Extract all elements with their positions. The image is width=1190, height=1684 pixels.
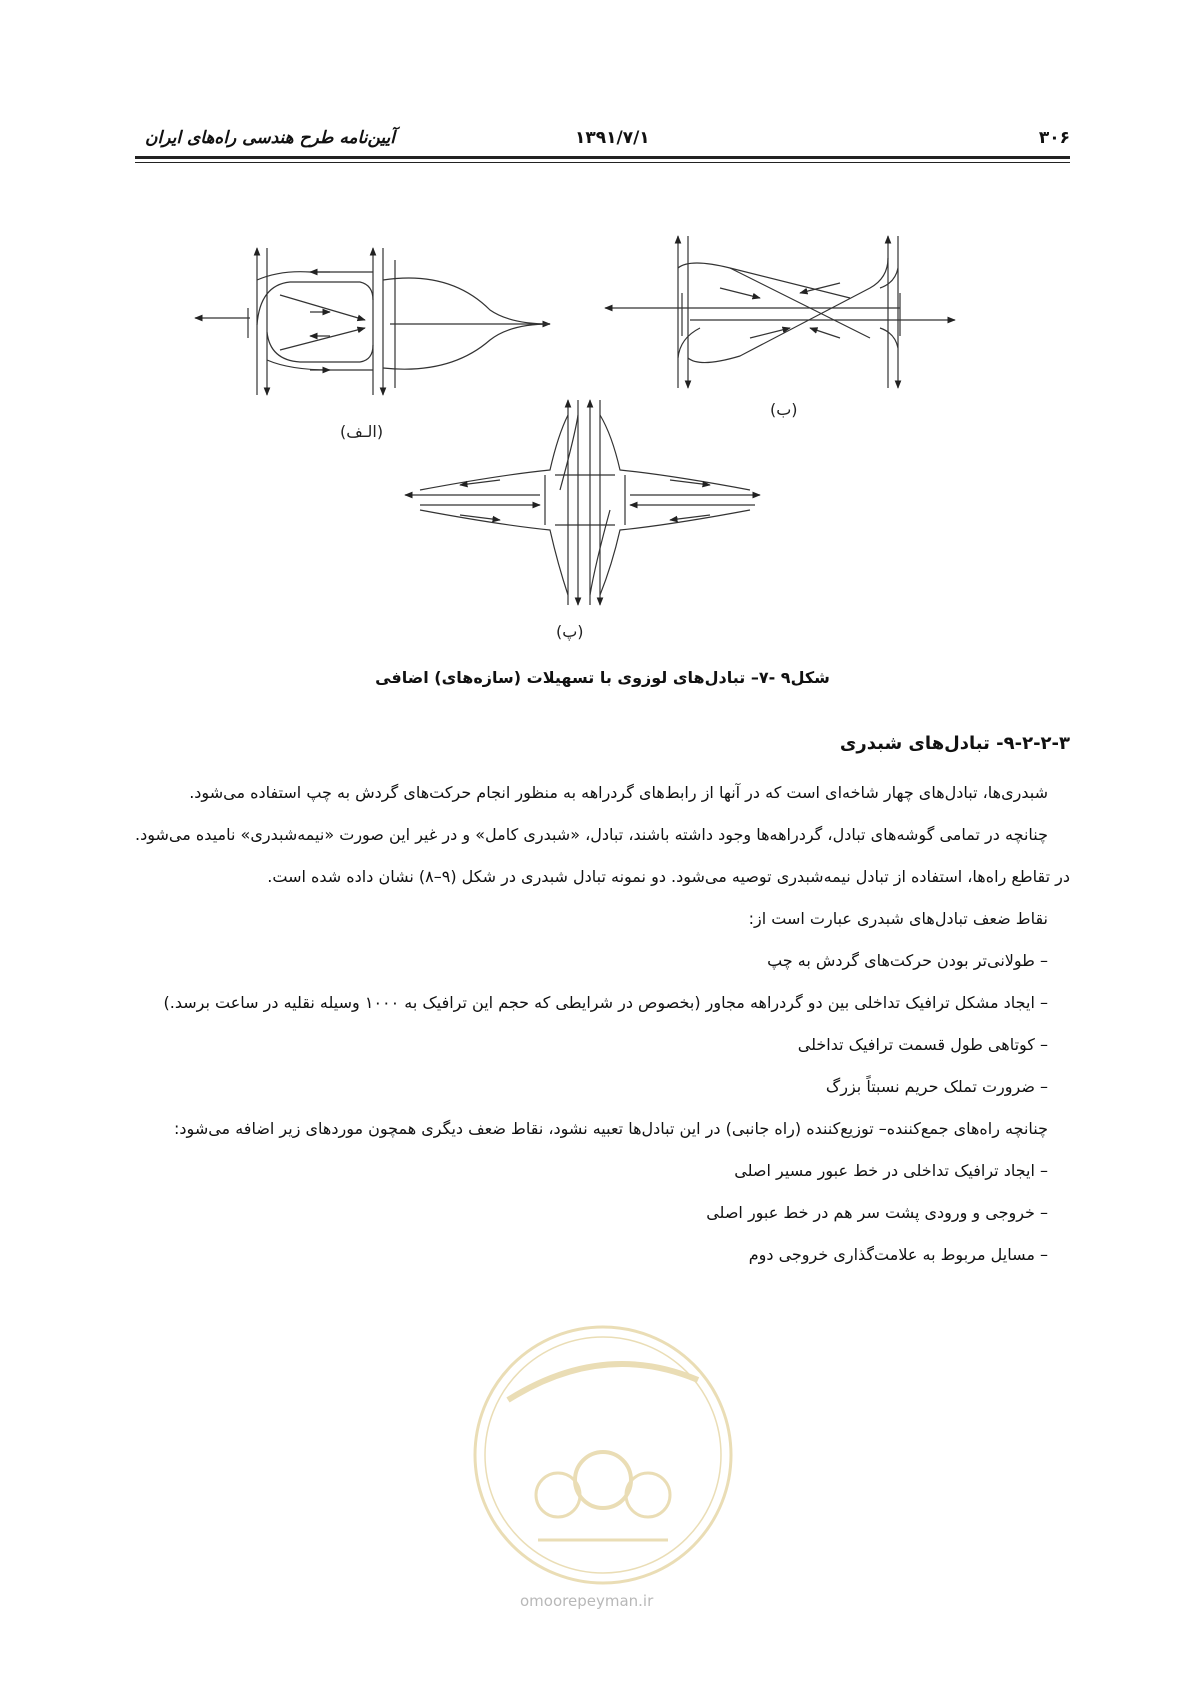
page-number: ۳۰۶ — [1038, 128, 1070, 148]
bullet-1: – طولانی‌تر بودن حرکت‌های گردش به چپ — [767, 951, 1048, 970]
header-rule-thick — [135, 156, 1070, 159]
bullet-4: – ضرورت تملک حریم نسبتاً بزرگ — [825, 1077, 1048, 1096]
bullet-3: – کوتاهی طول قسمت ترافیک تداخلی — [797, 1035, 1048, 1054]
watermark-url: omoorepeyman.ir — [520, 1592, 654, 1610]
label-a: (الـف) — [340, 422, 384, 441]
figure-caption: شکل۹ -۷– تبادل‌های لوزوی با تسهیلات (سازه‌های) اضافی — [375, 668, 830, 687]
diagram-b — [600, 228, 970, 398]
diagram-p — [400, 395, 770, 625]
diagram-a — [190, 240, 580, 410]
label-p: (پ) — [556, 622, 584, 641]
page-header — [135, 128, 1070, 152]
watermark-seal — [468, 1320, 738, 1590]
body-text — [135, 772, 1070, 1276]
section-heading: ۹-۲-۲-۳- تبادل‌های شبدری — [839, 733, 1070, 754]
header-date: ۱۳۹۱/۷/۱ — [575, 128, 650, 148]
paragraph-1: شبدری‌ها، تبادل‌های چهار شاخه‌ای است که در آنها از رابط‌های گردراهه به منظور انجام حرکت‌های گردش به چپ استفاده می‌شود. — [189, 783, 1048, 802]
label-b: (ب) — [770, 400, 798, 419]
paragraph-3: نقاط ضعف تبادل‌های شبدری عبارت است از: — [748, 909, 1048, 928]
paragraph-4: چنانچه راه‌های جمع‌کننده– توزیع‌کننده (راه جانبی) در این تبادل‌ها تعبیه نشود، نقاط ضعف دیگری همچون موردهای زیر اضافه می‌شود: — [174, 1119, 1048, 1138]
header-rule-thin — [135, 162, 1070, 163]
bullet-2: – ایجاد مشکل ترافیک تداخلی بین دو گردراهه مجاور (بخصوص در شرایطی که حجم این ترافیک به ۱۰۰۰ وسیله نقلیه در ساعت برسد.) — [163, 993, 1048, 1012]
bullet-5: – ایجاد ترافیک تداخلی در خط عبور مسیر اصلی — [734, 1161, 1048, 1180]
paragraph-2: چنانچه در تمامی گوشه‌های تبادل، گردراهه‌ها وجود داشته باشند، تبادل، «شبدری کامل» و در غیر این صورت «نیمه‌شبدری» نامیده می‌شود. در تقاطع راه‌ها، استفاده از تبادل نیمه‌شبدری توصیه می‌شود. دو نمونه تبادل شبدری در شکل (۹–۸) نشان داده شده است. — [135, 825, 1070, 886]
bullet-7: – مسایل مربوط به علامت‌گذاری خروجی دوم — [748, 1245, 1048, 1264]
bullet-6: – خروجی و ورودی پشت سر هم در خط عبور اصلی — [706, 1203, 1048, 1222]
book-title: آیین‌نامه طرح هندسی راه‌های ایران — [145, 128, 395, 148]
